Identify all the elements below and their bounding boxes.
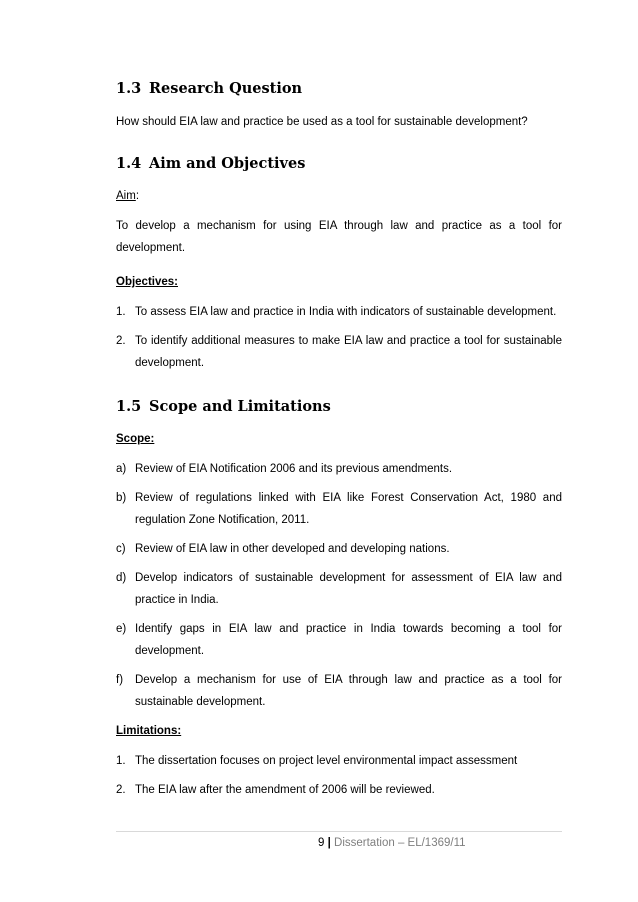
objectives-label: Objectives:	[116, 276, 178, 288]
objective-1-line-1: To assess EIA law and practice in India with indicators of sustainable development.	[135, 306, 557, 318]
heading-number: 1.4	[116, 155, 142, 172]
list-marker: c)	[116, 543, 126, 555]
scope-item-d-line-2: practice in India.	[135, 594, 219, 606]
footer-separator: |	[327, 837, 331, 849]
scope-item-d-line-1: Develop indicators of sustainable development for assessment of EIA law and	[135, 572, 562, 584]
footer-reference: Dissertation – EL/1369/11	[334, 837, 466, 849]
list-marker: f)	[116, 674, 124, 686]
heading-title: Aim and Objectives	[149, 155, 306, 172]
scope-item-e-line-1: Identify gaps in EIA law and practice in India towards becoming a tool for	[135, 623, 562, 635]
scope-item-b-line-2: regulation Zone Notification, 2011.	[135, 514, 310, 526]
objective-2-line-1: To identify additional measures to make EIA law and practice a tool for sustainable	[135, 335, 562, 347]
aim-label-line	[116, 189, 139, 203]
page-number: 9	[318, 837, 325, 849]
footer-divider	[116, 831, 562, 832]
objective-2-line-2: development.	[135, 357, 205, 369]
heading-number: 1.3	[116, 80, 142, 97]
heading-title: Scope and Limitations	[149, 398, 331, 415]
heading-title: Research Question	[149, 80, 303, 97]
scope-item-b-line-1: Review of regulations linked with EIA like Forest Conservation Act, 1980 and	[135, 492, 562, 504]
heading-number: 1.5	[116, 398, 142, 415]
aim-text-line-1: To develop a mechanism for using EIA through law and practice as a tool for	[116, 220, 562, 232]
list-marker: a)	[116, 463, 127, 475]
scope-item-c-line-1: Review of EIA law in other developed and developing nations.	[135, 543, 450, 555]
aim-label: Aim	[116, 190, 136, 202]
heading-scope-limitations	[116, 398, 331, 416]
list-marker: b)	[116, 492, 127, 504]
research-question-text: How should EIA law and practice be used as a tool for sustainable development?	[116, 116, 528, 128]
limitation-1-line-1: The dissertation focuses on project level environmental impact assessment	[135, 755, 518, 767]
heading-research-question	[116, 80, 302, 98]
list-marker: e)	[116, 623, 127, 635]
list-marker: 1.	[116, 755, 126, 767]
list-marker: 1.	[116, 306, 126, 318]
page-footer	[318, 836, 466, 850]
list-marker: d)	[116, 572, 127, 584]
aim-colon: :	[135, 190, 140, 202]
scope-label: Scope:	[116, 433, 155, 445]
list-marker: 2.	[116, 784, 126, 796]
aim-text-line-2: development.	[116, 242, 186, 254]
scope-item-f-line-1: Develop a mechanism for use of EIA through law and practice as a tool for	[135, 674, 562, 686]
scope-item-a-line-1: Review of EIA Notification 2006 and its previous amendments.	[135, 463, 453, 475]
limitations-label: Limitations:	[116, 725, 182, 737]
limitation-2-line-1: The EIA law after the amendment of 2006 will be reviewed.	[135, 784, 435, 796]
heading-aim-objectives	[116, 155, 305, 173]
scope-item-e-line-2: development.	[135, 645, 205, 657]
scope-item-f-line-2: sustainable development.	[135, 696, 266, 708]
list-marker: 2.	[116, 335, 126, 347]
